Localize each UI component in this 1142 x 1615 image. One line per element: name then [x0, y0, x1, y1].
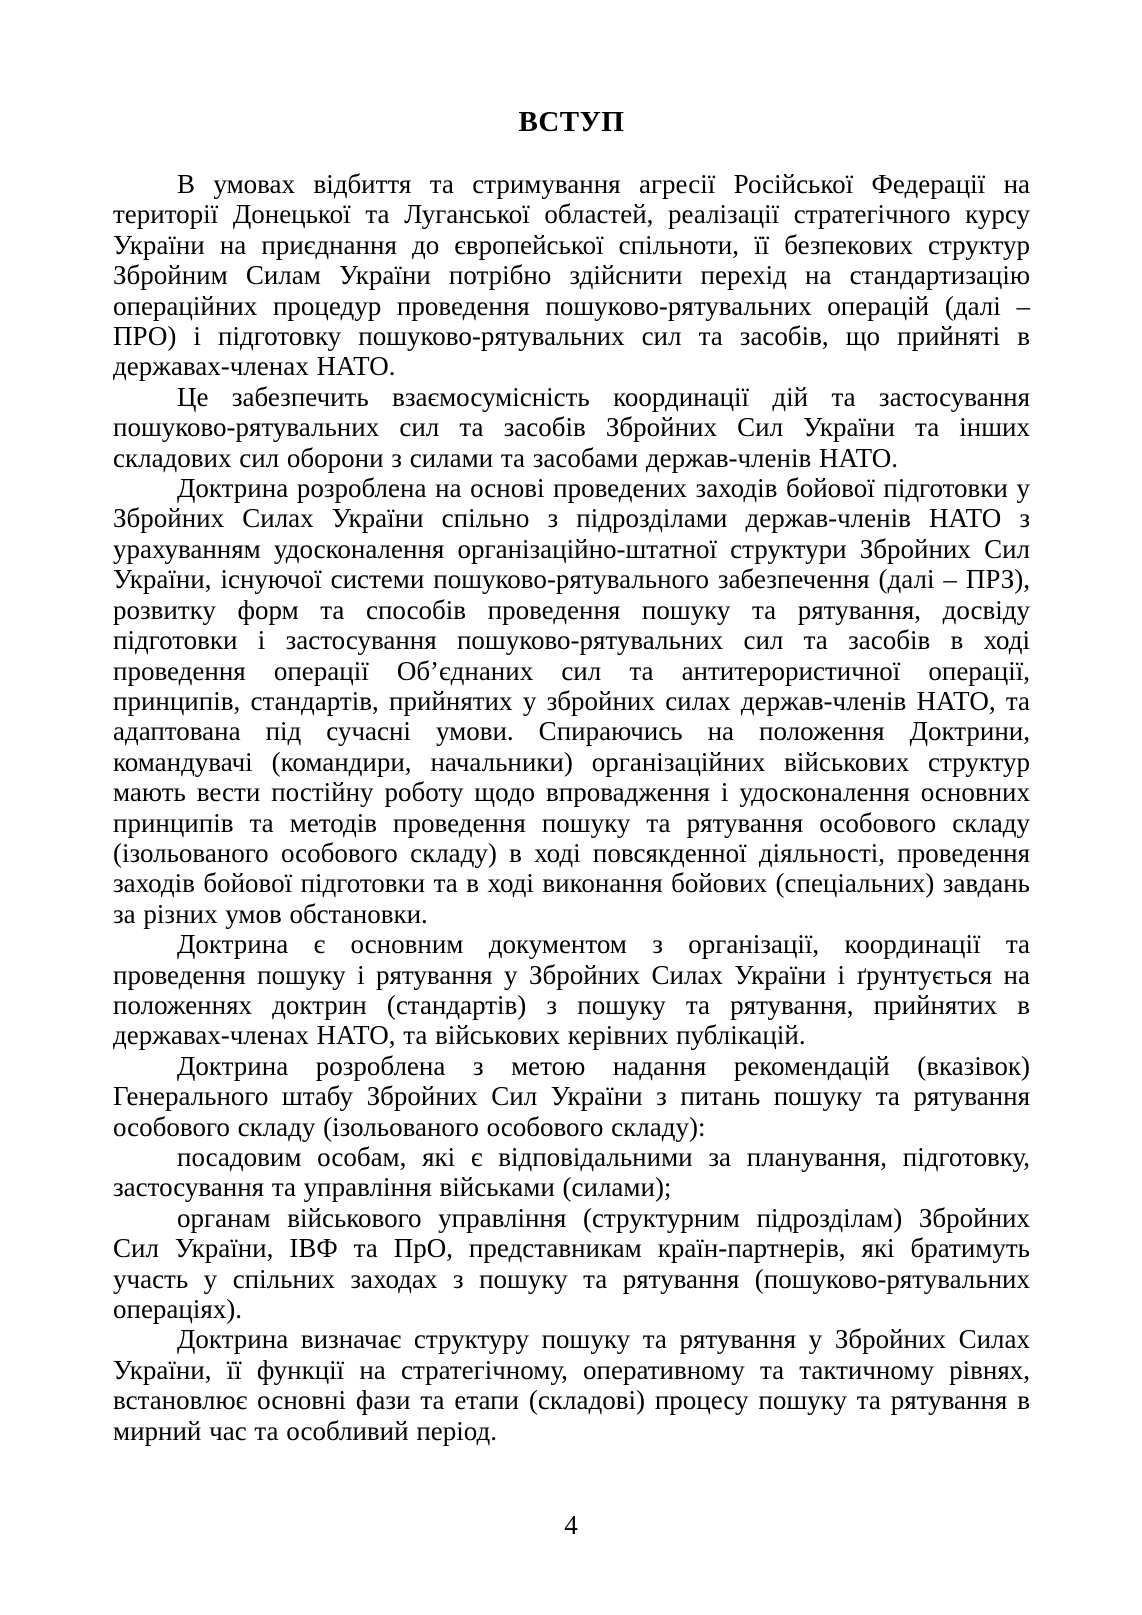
- paragraph-officials: посадовим особам, які є відповідальними за планування, підготовку, застосування та управління військами (силами);: [113, 1142, 1030, 1203]
- paragraph-main-document: Доктрина є основним документом з організації, координації та проведення пошуку і рятування у Збройних Силах України і ґрунтується на положеннях доктрин (стандартів) з пошуку та рятування, прийнятих в державах-членах НАТО, та військових керівних публікацій.: [113, 929, 1030, 1051]
- paragraph-military-bodies: органам військового управління (структурним підрозділам) Збройних Сил України, ІВФ та ПрО, представникам країн-партнерів, які братимуть участь у спільних заходах з пошуку та рятування (пошуково-рятувальних операціях).: [113, 1202, 1030, 1325]
- paragraph-purpose: Доктрина розроблена з метою надання рекомендацій (вказівок) Генерального штабу Збройних Сил України з питань пошуку та рятування особового складу (ізольованого особового складу):: [113, 1050, 1030, 1142]
- paragraph-doctrine-basis: Доктрина розроблена на основі проведених заходів бойової підготовки у Збройних Силах України спільно з підрозділами держав-членів НАТО з урахуванням удосконалення організаційно-штатної структури Збройних Сил України, існуючої системи пошуково-рятувального забезпечення (далі – ПРЗ), розвитку форм та способів проведення пошуку та рятування, досвіду підготовки і застосування пошуково-рятувальних сил та засобів в ході проведення операції Об’єднаних сил та антитерористичної операції, принципів, стандартів, прийнятих у збройних силах держав-членів НАТО, та адаптована під сучасні умови. Спираючись на положення Доктрини, командувачі (командири, начальники) організаційних військових структур мають вести постійну роботу щодо впровадження і удосконалення основних принципів та методів проведення пошуку та рятування особового складу (ізольованого особового складу) в ході повсякденної діяльності, проведення заходів бойової підготовки та в ході виконання бойових (спеціальних) завдань за різних умов обстановки.: [113, 473, 1030, 929]
- document-content: [113, 0, 1030, 1446]
- page-title: ВСТУП: [518, 106, 625, 138]
- paragraph-structure-definition: Доктрина визначає структуру пошуку та рятування у Збройних Силах України, її функції на стратегічному, оперативному та тактичному рівнях, встановлює основні фази та етапи (складові) процесу пошуку та рятування в мирний час та особливий період.: [113, 1324, 1030, 1446]
- paragraph-interoperability: Це забезпечить взаємосумісність координації дій та застосування пошуково-рятувальних сил та засобів Збройних Сил України та інших складових сил оборони з силами та засобами держав-членів НАТО.: [113, 381, 1030, 473]
- page-number: 4: [564, 1510, 578, 1540]
- paragraph-intro-conditions: В умовах відбиття та стримування агресії Російської Федерації на території Донецької та Луганської областей, реалізації стратегічного курсу України на приєднання до європейської спільноти, її безпекових структур Збройним Силам України потрібно здійснити перехід на стандартизацію операційних процедур проведення пошуково-рятувальних операцій (далі – ПРО) і підготовку пошуково-рятувальних сил та засобів, що прийняті в державах-членах НАТО.: [113, 169, 1030, 382]
